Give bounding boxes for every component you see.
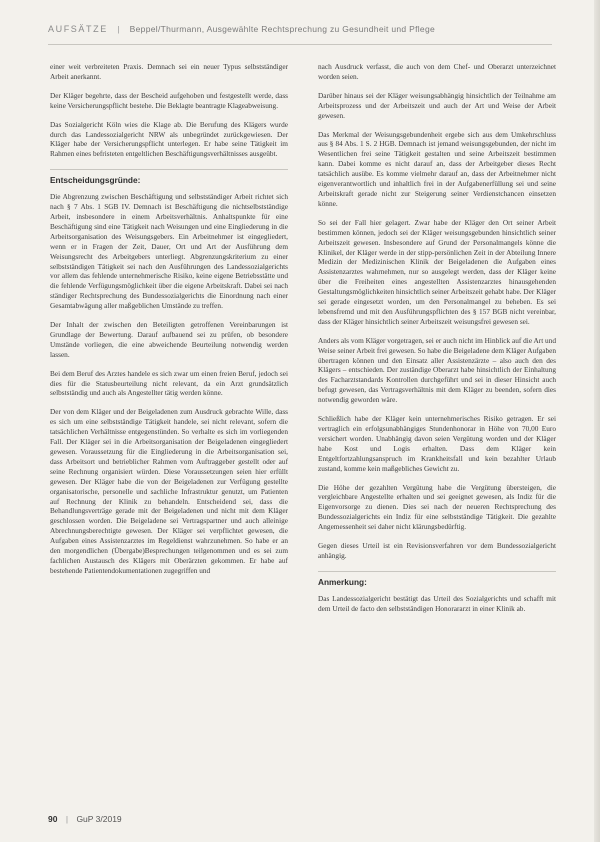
paragraph: Das Landessozialgericht bestätigt das Urteil des Sozialgerichts und schafft mit dem Urteil de facto den selbstständigen Honorararzt in einer Klinik ab. <box>318 593 556 613</box>
footer-separator: | <box>65 814 69 824</box>
paragraph: Der Kläger begehrte, dass der Bescheid aufgehoben und festgestellt werde, dass keine Versicherungspflicht bestehe. Die Beklagte beantragte Klageabweisung. <box>50 90 288 110</box>
paragraph: Die Abgrenzung zwischen Beschäftigung und selbstständiger Arbeit richtet sich nach § 7 Abs. 1 SGB IV. Demnach ist Beschäftigung die nichtselbstständige Arbeit, insbesondere in einem Arbeitsverhältnis. Anhaltspunkte für eine Beschäftigung sind eine Tätigkeit nach Weisungen und eine Eingliederung in die Arbeitsorganisation des Weisungsgebers. Ein Arbeitnehmer ist eingegliedert, wenn er in Fragen der Zeit, Dauer, Ort und Art der Ausführung dem Weisungsrecht des Arbeitgebers unterliegt. Abgrenzungskriterium zu einer selbstständigen Tätigkeit sei nach den Ausführungen des Landessozialgerichts vor allem das fehlende unternehmerische Risiko, keine eigene Betriebsstätte und die fehlende Verfügungsmöglichkeit über die eigene Arbeitskraft. Dabei sei nach ständiger Rechtsprechung des Bundessozialgerichts die Einordnung nach einer Gesamtabwägung aller maßgeblichen Umstände zu treffen. <box>50 192 288 311</box>
paragraph: Das Merkmal der Weisungsgebundenheit ergebe sich aus dem Umkehrschluss aus § 84 Abs. 1 S. 2 HGB. Demnach ist jemand weisungsgebunden, der nicht im Wesentlichen frei seine Tätigkeit gestalten und seine Arbeitszeit bestimmen kann. Dabei komme es nicht darauf an, dass der Arbeitgeber dieses Recht tatsächlich ausübe. Es komme vielmehr darauf an, dass der Arbeitnehmer nicht eigenverantwortlich und inhaltlich frei in der Aufgabenerfüllung sei und seine Arbeitskraft gerade nicht zur Steigerung seiner Verdienstchancen einsetzen könne. <box>318 129 556 208</box>
paragraph: einer weit verbreiteten Praxis. Demnach sei ein neuer Typus selbstständiger Arbeit anerkannt. <box>50 62 288 81</box>
paragraph: Bei dem Beruf des Arztes handele es sich zwar um einen freien Beruf, jedoch sei dies für die Statusbeurteilung nicht relevant, da ein Arzt grundsätzlich selbstständig und auch als Angestellter tätig werden könne. <box>50 368 288 398</box>
paragraph: Gegen dieses Urteil ist ein Revisionsverfahren vor dem Bundessozialgericht anhängig. <box>318 541 556 560</box>
paragraph: Das Sozialgericht Köln wies die Klage ab. Die Berufung des Klägers wurde durch das Landessozialgericht NRW als unbegründet zurückgewiesen. Der Kläger habe der Versicherungspflicht unterlegen. Er habe seine Tätigkeit im Rahmen eines befristeten entgeltlichen Beschäftigungsverhältnisses ausgeübt. <box>50 119 288 159</box>
paragraph: So sei der Fall hier gelagert. Zwar habe der Kläger den Ort seiner Arbeit bestimmen können, jedoch sei der Kläger weisungsgebunden hinsichtlich seiner Arbeitszeit gewesen. Insbesondere auf Grund der Personalmangels könne die Klinikel, der Kläger werde in der stipp-persönlichen Zeit in der Abteilung Innere Medizin der Medizinischen Klinik der Beigeladenen die Aufgaben eines Assistenzarztes wahrnehmen, nur so ausgelegt werden, dass der Kläger keine über die Freiheiten eines angestellten Assistenzarztes hinausgehenden Gestaltungsmöglichkeiten hinsichtlich seiner Arbeitszeit gehabt habe. Der Kläger sei gerade eingesetzt worden, um den Personalmangel zu beheben. Es sei lebensfremd und mit den Ausführungspflichten des § 157 BGB nicht vereinbar, dass der Kläger hinsichtlich seiner Arbeitszeit weisungsfrei gewesen sei. <box>318 217 556 326</box>
paragraph: Der Inhalt der zwischen den Beteiligten getroffenen Vereinbarungen ist Grundlage der Bewertung. Darauf aufbauend sei zu prüfen, ob besondere Umstände vorliegen, die eine abweichende Beurteilung notwendig werden lassen. <box>50 320 288 359</box>
paragraph: Der von dem Kläger und der Beigeladenen zum Ausdruck gebrachte Wille, dass es sich um eine selbstständige Tätigkeit handele, sei nicht relevant, sofern die tatsächlichen Verhältnisse entgegenstünden. So verhalte es sich im vorliegenden Fall. Der Kläger sei in die Arbeitsorganisation der Beigeladenen eingegliedert gewesen. Voraussetzung für die Eingliederung in die Arbeitsorganisation sei, dass Arbeitsort und betrieblicher Rahmen vom Auftraggeber gestellt oder auf seine Rechnung organisiert würden. Diese Voraussetzungen seien hier erfüllt gewesen. Der Kläger habe die von der Beigeladenen zur Verfügung gestellte organisatorische, personelle und sachliche Infrastruktur genutzt, um Patienten auf Rechnung der Klinik zu behandeln. Entscheidend sei, dass die Behandlungsverträge gerade mit der Beigeladenen und nicht mit dem Kläger geschlossen worden. Die Beigeladene sei Vertragspartner und auch alleinige Abrechnungsberechtigte gewesen. Der Kläger sei verpflichtet gewesen, die Aufgaben eines Assistenzarztes im Regeldienst wahrzunehmen. So habe er an den morgendlichen (Übergabe)Besprechungen teilgenommen und es sei zum fachlichen Austausch des Klägers mit Oberärzten gekommen. Er habe auf bestehende Patientendokumentationen zugegriffen und <box>50 407 288 575</box>
page-number: 90 <box>48 814 58 824</box>
paragraph: nach Ausdruck verfasst, die auch von dem Chef- und Oberarzt unterzeichnet worden seien. <box>318 62 556 81</box>
journal-issue: GuP 3/2019 <box>76 814 122 824</box>
header-rule <box>48 44 552 45</box>
section-heading-entscheidungsgruende: Entscheidungsgründe: <box>50 169 288 186</box>
paragraph: Darüber hinaus sei der Kläger weisungsabhängig hinsichtlich der Teilnahme am Arbeitsprozess und der Arbeitszeit und auch der Art und Weise der Arbeit gewesen. <box>318 90 556 120</box>
right-column <box>318 62 556 623</box>
header-separator: | <box>117 24 120 34</box>
running-header <box>48 24 552 40</box>
paragraph: Die Höhe der gezahlten Vergütung habe die Vergütung übersteigen, die vergleichbare Angestellte erhalten und sei geeignet gewesen, als Indiz für die Eigenvorsorge zu dienen. Dies sei nach der neueren Rechtsprechung des Bundessozialgerichts ein Indiz für eine selbstständige Tätigkeit. Die gezahlte Angemessenheit sei daher nicht klärungsbedürftig. <box>318 482 556 532</box>
page-edge <box>594 0 600 842</box>
left-column <box>50 62 288 585</box>
section-heading-anmerkung: Anmerkung: <box>318 571 556 588</box>
page-footer <box>48 814 122 824</box>
paragraph: Anders als vom Kläger vorgetragen, sei er auch nicht im Hinblick auf die Art und Weise seiner Arbeit frei gewesen. So habe die Beigeladene dem Kläger Aufgaben übertragen können und den Einsatz aller Assistenzärzte – also auch den des Klägers – entschieden. Der zuständige Oberarzt habe hinsichtlich der Einhaltung des Facharztstandards Kontrollen durchgeführt und sei in dieser Hinsicht auch befugt gewesen, das Vertragsverhältnis mit dem Kläger zu beenden, sofern dies notwendig geworden wäre. <box>318 335 556 405</box>
header-title: Beppel/Thurmann, Ausgewählte Rechtsprechung zu Gesundheit und Pflege <box>129 24 436 34</box>
paragraph: Schließlich habe der Kläger kein unternehmerisches Risiko getragen. Er sei vertraglich ein erfolgsunabhängiges Stundenhonorar in Höhe von 70,00 Euro versichert worden. Unabhängig davon seien Vergütung worden und der Kläger habe Kost und Logis erhalten. Dass dem Kläger kein Entgeltfortzahlungsanspruch im Krankheitsfall und kein bezahlter Urlaub zustand, komme kein maßgebliches Gewicht zu. <box>318 414 556 473</box>
section-label: AUFSÄTZE <box>48 24 108 34</box>
